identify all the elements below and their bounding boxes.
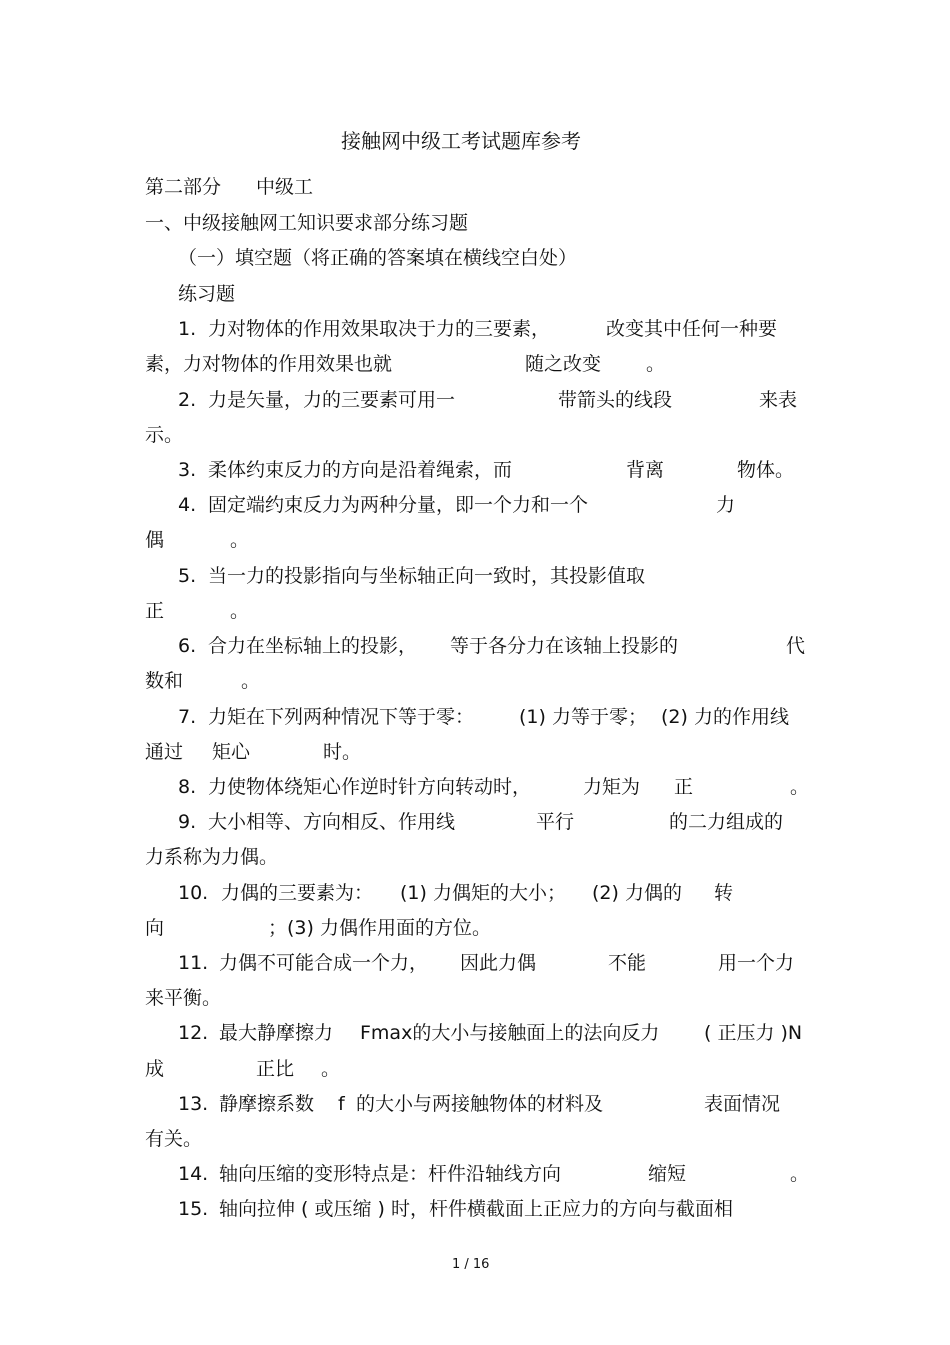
question-number: 1. <box>178 318 197 340</box>
question-number: 2. <box>178 389 197 411</box>
question-text: 轴向压缩的变形特点是：杆件沿轴线方向 <box>219 1163 562 1185</box>
punctuation: 。 <box>230 600 250 622</box>
question-text: 成 <box>145 1058 165 1080</box>
question-text: Fmax的大小与接触面上的法向反力 <box>360 1022 660 1044</box>
answer-text: 缩短 <box>648 1163 687 1185</box>
question-text: (2) 力偶的 <box>592 882 682 904</box>
answer-text: 正比 <box>256 1058 295 1080</box>
question-text: 轴向拉伸 ( 或压缩 ) 时，杆件横截面上正应力的方向与截面相 <box>219 1198 733 1220</box>
question-text: 静摩擦系数 <box>219 1093 315 1115</box>
question-text: (1) 力偶矩的大小； <box>400 882 566 904</box>
question-text: 力使物体绕矩心作逆时针方向转动时， <box>208 776 532 798</box>
question-number: 10. <box>178 882 209 904</box>
punctuation: 。 <box>790 776 810 798</box>
question-number: 3. <box>178 459 197 481</box>
answer-text: 偶 <box>145 529 165 551</box>
punctuation: 。 <box>790 1163 810 1185</box>
answer-text: 代 <box>786 635 806 657</box>
answer-text: 正 <box>145 600 165 622</box>
question-text: (1) 力等于零； <box>519 706 647 728</box>
question-number: 15. <box>178 1198 209 1220</box>
question-text: 力对物体的作用效果取决于力的三要素， <box>208 318 551 340</box>
question-text: 柔体约束反力的方向是沿着绳索，而 <box>208 459 513 481</box>
punctuation: 。 <box>241 670 261 692</box>
question-number: 14. <box>178 1163 209 1185</box>
question-text: 素，力对物体的作用效果也就 <box>145 353 393 375</box>
question-text: 示。 <box>145 424 184 446</box>
question-text: 当一力的投影指向与坐标轴正向一致时，其投影值取 <box>208 565 646 587</box>
page-number: 1 / 16 <box>452 1257 490 1272</box>
question-text: 力偶不可能合成一个力， <box>219 952 429 974</box>
question-text: 来表 <box>759 389 798 411</box>
question-text: 的二力组成的 <box>669 811 784 833</box>
part-label: 第二部分 <box>145 176 222 198</box>
question-text: 物体。 <box>737 459 795 481</box>
answer-text: 正 <box>674 776 694 798</box>
answer-text: 矩心 <box>212 741 251 763</box>
answer-text: 表面情况 <box>704 1093 781 1115</box>
question-text: 通过 <box>145 741 184 763</box>
question-text: 时。 <box>323 741 362 763</box>
punctuation: 。 <box>230 529 250 551</box>
answer-text: 数和 <box>145 670 184 692</box>
question-text: 用一个力 <box>718 952 795 974</box>
question-number: 13. <box>178 1093 209 1115</box>
answer-text: 向 <box>145 917 165 939</box>
question-text: 力偶的三要素为： <box>221 882 374 904</box>
part-name: 中级工 <box>256 176 314 198</box>
question-text: 力系称为力偶。 <box>145 846 279 868</box>
question-text: 等于各分力在该轴上投影的 <box>450 635 679 657</box>
question-text: 合力在坐标轴上的投影， <box>208 635 418 657</box>
question-text: 力矩为 <box>583 776 641 798</box>
section-heading: 一、中级接触网工知识要求部分练习题 <box>145 212 469 234</box>
question-text: 大小相等、方向相反、作用线 <box>208 811 456 833</box>
question-text: ( 正压力 )N <box>704 1022 803 1044</box>
question-text: 有关。 <box>145 1128 203 1150</box>
question-number: 7. <box>178 706 197 728</box>
answer-text: 带箭头的线段 <box>558 389 673 411</box>
answer-text: 背离 <box>626 459 665 481</box>
question-number: 4. <box>178 494 197 516</box>
subsection-heading: （一）填空题（将正确的答案填在横线空白处） <box>178 247 578 269</box>
punctuation: 。 <box>646 353 666 375</box>
question-number: 6. <box>178 635 197 657</box>
question-text: 来平衡。 <box>145 987 222 1009</box>
question-text: f <box>338 1093 345 1115</box>
question-text: 改变其中任何一种要 <box>606 318 778 340</box>
answer-text: 随之改变 <box>525 353 602 375</box>
practice-heading: 练习题 <box>178 283 236 305</box>
question-number: 11. <box>178 952 209 974</box>
question-number: 8. <box>178 776 197 798</box>
question-text: (2) 力的作用线 <box>661 706 789 728</box>
question-number: 9. <box>178 811 197 833</box>
question-text: 力矩在下列两种情况下等于零： <box>208 706 475 728</box>
question-number: 12. <box>178 1022 209 1044</box>
question-text: 的大小与两接触物体的材料及 <box>356 1093 604 1115</box>
question-text: 因此力偶 <box>460 952 537 974</box>
answer-text: 转 <box>714 882 734 904</box>
answer-text: 不能 <box>608 952 647 974</box>
answer-text: 力 <box>716 494 736 516</box>
question-number: 5. <box>178 565 197 587</box>
document-title: 接触网中级工考试题库参考 <box>341 129 581 153</box>
punctuation: 。 <box>321 1058 341 1080</box>
answer-text: 平行 <box>536 811 575 833</box>
question-text: ；(3) 力偶作用面的方位。 <box>268 917 491 939</box>
question-text: 最大静摩擦力 <box>219 1022 334 1044</box>
question-text: 固定端约束反力为两种分量，即一个力和一个 <box>208 494 589 516</box>
question-text: 力是矢量，力的三要素可用一 <box>208 389 456 411</box>
